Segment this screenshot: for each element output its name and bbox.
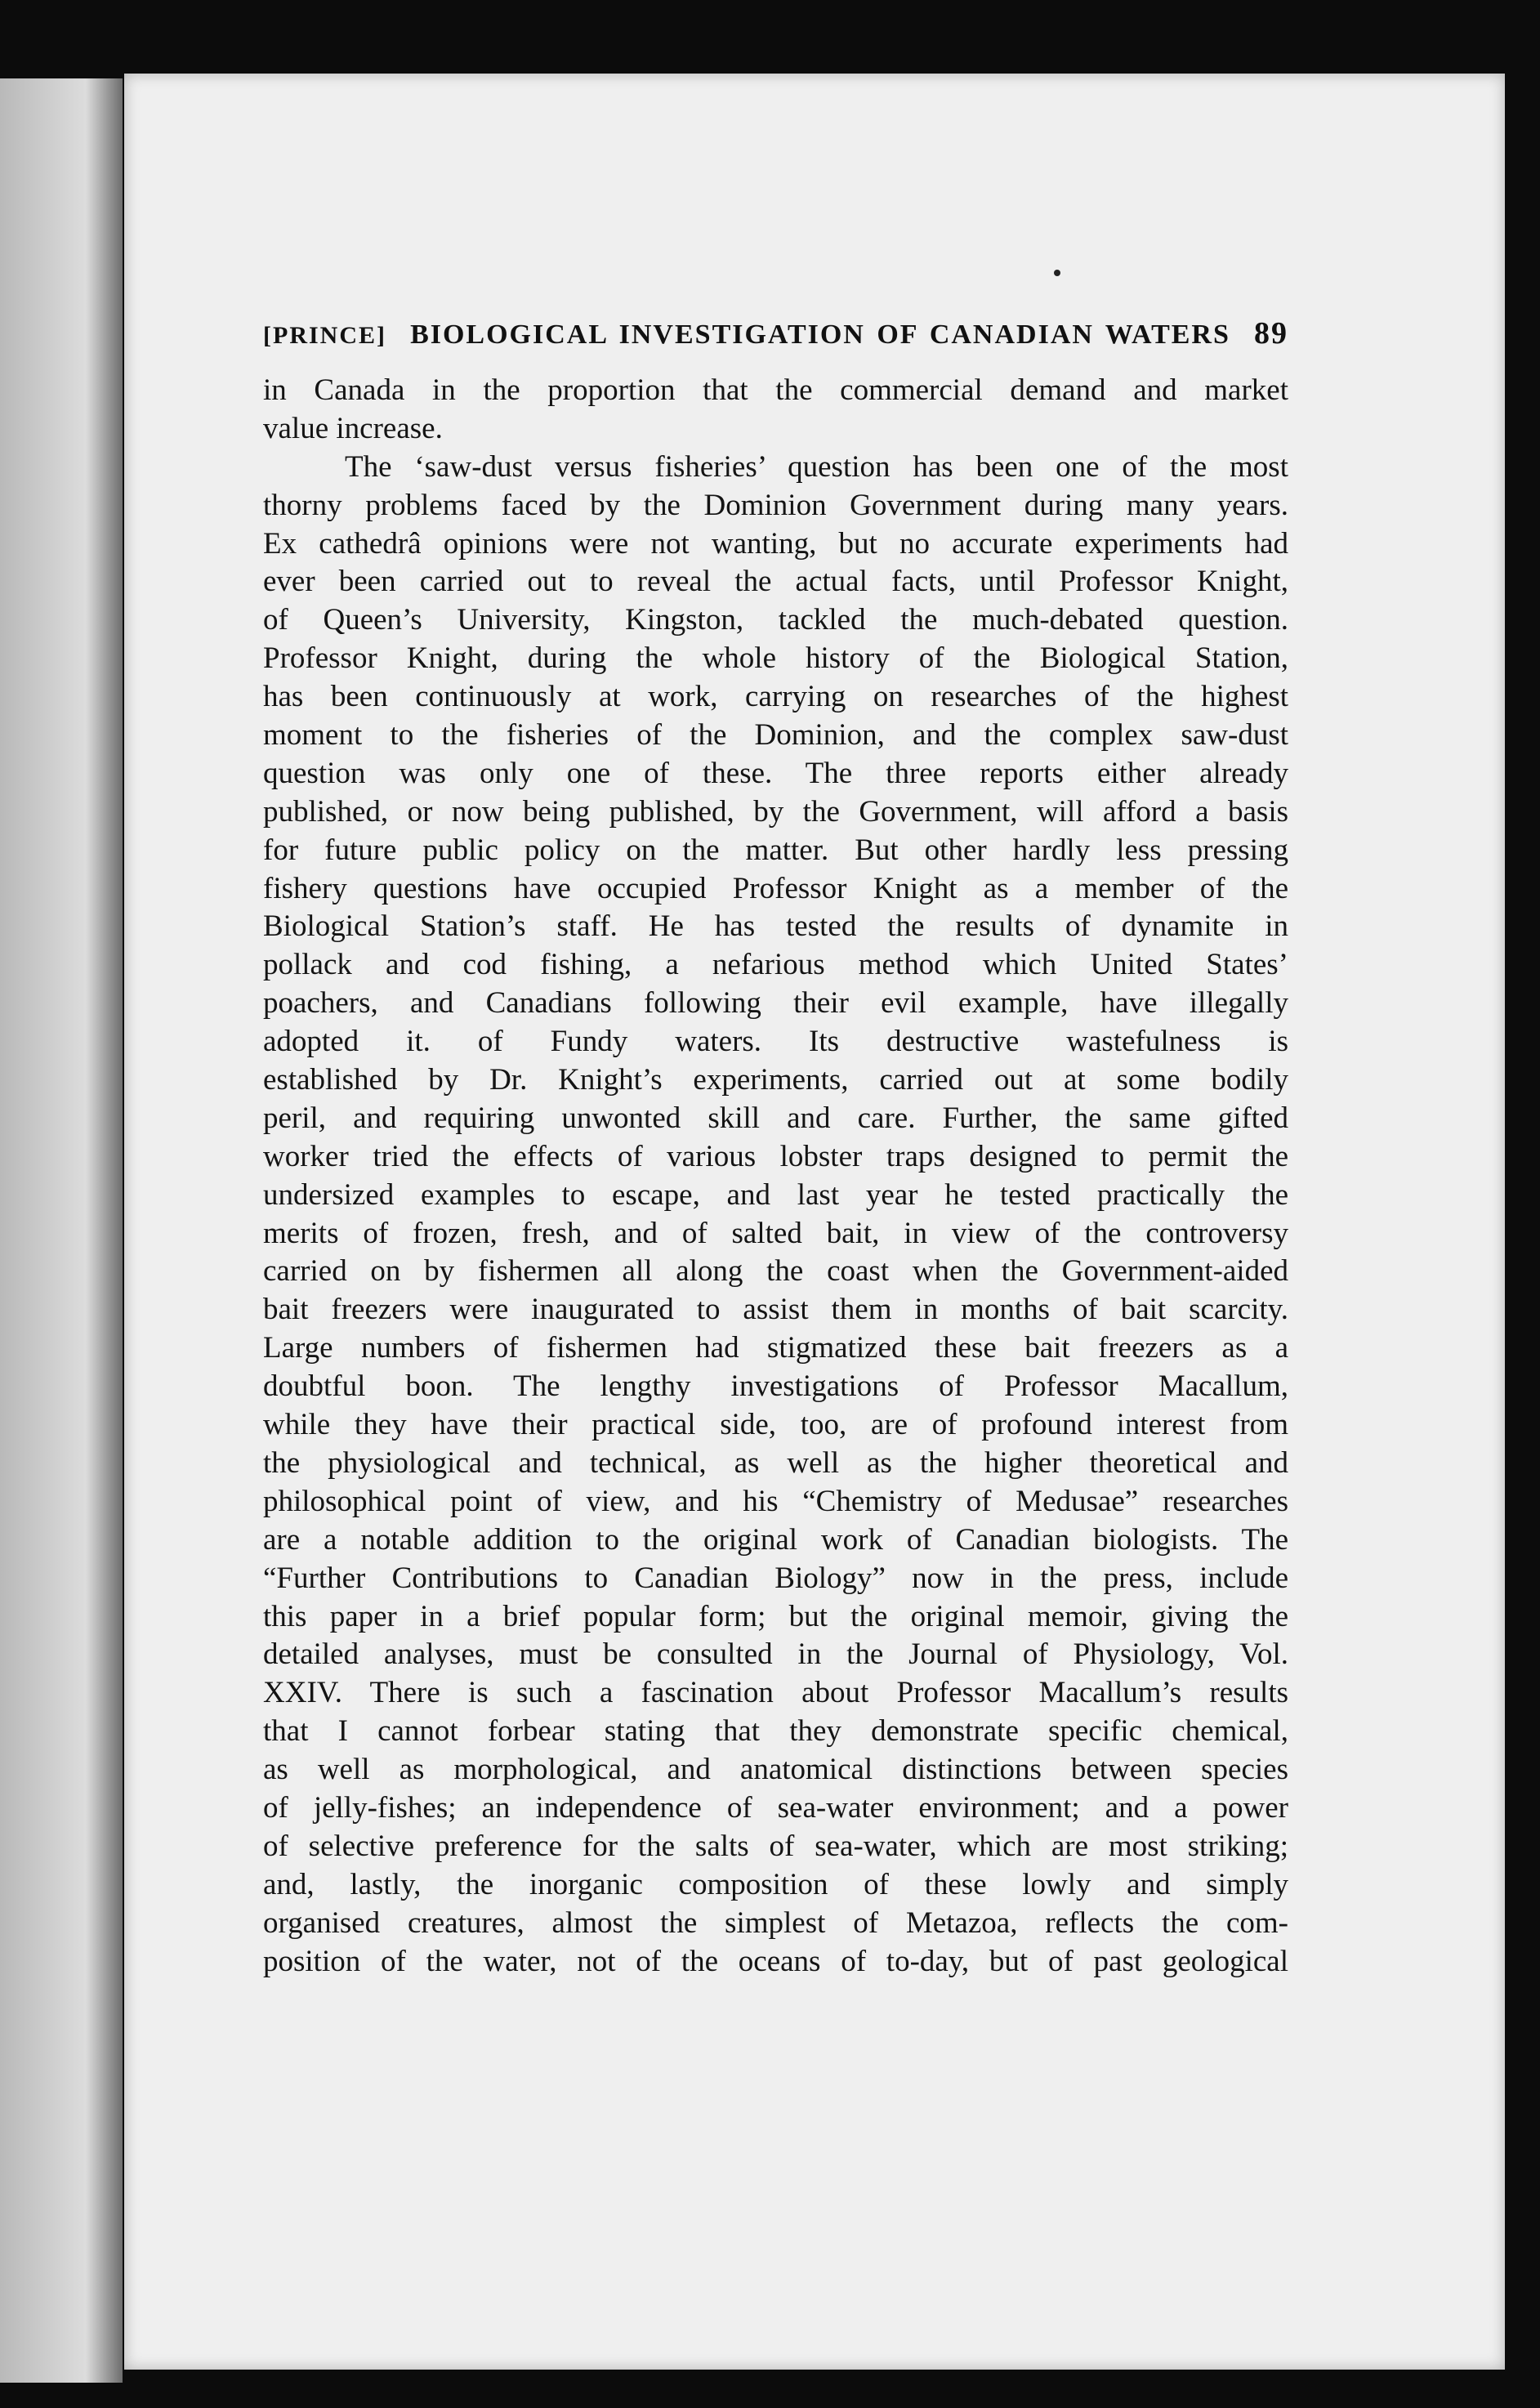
running-head	[263, 315, 1288, 351]
ink-speck	[1054, 270, 1060, 276]
text-line: Ex cathedrâ opinions were not wanting, but no accurate experiments had	[263, 526, 1288, 561]
text-line: value increase.	[263, 411, 443, 445]
text-line: undersized examples to escape, and last year he tested practically the	[263, 1177, 1288, 1212]
text-line: of Queen’s University, Kingston, tackled the much-debated question.	[263, 603, 1288, 637]
text-line: carried on by fishermen all along the coast when the Government-aided	[263, 1254, 1288, 1289]
text-line: ever been carried out to reveal the actual facts, until Professor Knight,	[263, 565, 1288, 599]
text-line: pollack and cod fishing, a nefarious method which United States’	[263, 948, 1288, 982]
text-line: for future public policy on the matter. But other hardly less pressing	[263, 833, 1288, 867]
text-line: philosophical point of view, and his “Chemistry of Medusae” researches	[263, 1484, 1288, 1518]
text-line: thorny problems faced by the Dominion Government during many years.	[263, 488, 1288, 522]
text-line: established by Dr. Knight’s experiments, carried out at some bodily	[263, 1063, 1288, 1097]
text-line: while they have their practical side, too, are of profound interest from	[263, 1408, 1288, 1442]
page-number: 89	[1253, 316, 1288, 351]
text-line: detailed analyses, must be consulted in the Journal of Physiology, Vol.	[263, 1637, 1288, 1672]
text-line: worker tried the effects of various lobster traps designed to permit the	[263, 1139, 1288, 1173]
text-line: has been continuously at work, carrying on researches of the highest	[263, 680, 1288, 714]
text-line: XXIV. There is such a fascination about Professor Macallum’s results	[263, 1676, 1288, 1710]
text-line: Large numbers of fishermen had stigmatized these bait freezers as a	[263, 1331, 1288, 1365]
text-line: organised creatures, almost the simplest of Metazoa, reflects the com-	[263, 1905, 1288, 1940]
text-line: the physiological and technical, as well as the higher theoretical and	[263, 1445, 1288, 1480]
text-line: position of the water, not of the oceans of to-day, but of past geological	[263, 1944, 1288, 1978]
text-line: of jelly-fishes; an independence of sea-water environment; and a power	[263, 1790, 1288, 1825]
text-line: The ‘saw-dust versus fisheries’ question has been one of the most	[345, 449, 1288, 484]
text-line: poachers, and Canadians following their evil example, have illegally	[263, 986, 1288, 1021]
text-line: are a notable addition to the original work of Canadian biologists. The	[263, 1522, 1288, 1557]
text-line: that I cannot forbear stating that they demonstrate specific chemical,	[263, 1714, 1288, 1749]
text-line: as well as morphological, and anatomical distinctions between species	[263, 1753, 1288, 1787]
text-line: of selective preference for the salts of sea-water, which are most striking;	[263, 1829, 1288, 1863]
text-line: moment to the fisheries of the Dominion, and the complex saw-dust	[263, 718, 1288, 753]
text-line: and, lastly, the inorganic composition of these lowly and simply	[263, 1867, 1288, 1901]
text-line: bait freezers were inaugurated to assist them in months of bait scarcity.	[263, 1293, 1288, 1327]
text-line: adopted it. of Fundy waters. Its destructive wastefulness is	[263, 1025, 1288, 1059]
text-line: this paper in a brief popular form; but the original memoir, giving the	[263, 1599, 1288, 1633]
text-line: “Further Contributions to Canadian Biology” now in the press, include	[263, 1561, 1288, 1595]
text-line: question was only one of these. The three reports either already	[263, 756, 1288, 790]
text-line: peril, and requiring unwonted skill and care. Further, the same gifted	[263, 1101, 1288, 1135]
text-line: Biological Station’s staff. He has tested the results of dynamite in	[263, 909, 1288, 944]
text-line: doubtful boon. The lengthy investigations of Professor Macallum,	[263, 1369, 1288, 1404]
body-text	[263, 372, 1288, 1981]
text-line: fishery questions have occupied Professor Knight as a member of the	[263, 871, 1288, 905]
adjacent-page-edge	[0, 78, 123, 2383]
text-line: merits of frozen, fresh, and of salted bait, in view of the controversy	[263, 1216, 1288, 1250]
text-line: published, or now being published, by the Government, will afford a basis	[263, 794, 1288, 829]
running-head-title: BIOLOGICAL INVESTIGATION OF CANADIAN WATERS	[410, 319, 1230, 350]
text-line: Professor Knight, during the whole history of the Biological Station,	[263, 641, 1288, 676]
text-line: in Canada in the proportion that the commercial demand and market	[263, 373, 1288, 407]
running-head-author: [PRINCE]	[263, 322, 386, 349]
